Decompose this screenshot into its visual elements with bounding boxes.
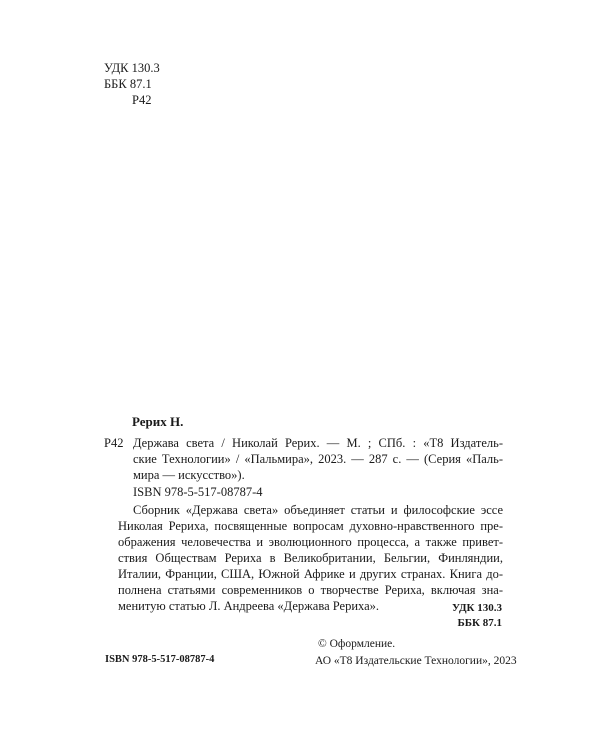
copyright-publisher: АО «Т8 Издательские Технологии», 2023: [315, 655, 517, 667]
bib-line: Держава света / Николай Рерих. — М. ; СПб. : «Т8 Издатель-: [133, 436, 503, 450]
copyright-design: © Оформление.: [318, 638, 396, 650]
annotation-line: менитую статью Л. Андреева «Держава Рериха».: [118, 599, 380, 613]
annotation-line: Италии, Франции, США, Южной Африке и других странах. Книга до-: [118, 567, 503, 581]
udk-code: УДК 130.3: [104, 61, 160, 75]
annotation-line: полнена статьями современников о творчестве Рериха, включая зна-: [118, 583, 503, 597]
bib-line: ские Технологии» / «Пальмира», 2023. — 287 с. — (Серия «Паль-: [133, 452, 503, 466]
udk-code-bottom: УДК 130.3: [451, 602, 502, 614]
bib-line: мира — искусство»).: [133, 468, 245, 482]
annotation-line: ствия Обществам Рериха в Великобритании, Бельгии, Финляндии,: [118, 551, 503, 565]
card-isbn: ISBN 978-5-517-08787-4: [133, 485, 263, 499]
bbk-code: ББК 87.1: [104, 77, 152, 91]
card-author-mark: Р42: [104, 436, 124, 450]
copyright-notice: [315, 636, 517, 670]
bbk-code-bottom: ББК 87.1: [457, 617, 502, 629]
bibliographic-description: [133, 435, 503, 483]
author-mark: Р42: [132, 93, 152, 107]
annotation-line: Николая Рериха, посвященные вопросам духовно-нравственного пре-: [118, 519, 503, 533]
annotation-line: ображения человечества и эволюционного процесса, а также привет-: [118, 535, 503, 549]
annotation-line: Сборник «Держава света» объединяет статьи и философские эссе: [133, 503, 503, 517]
isbn-footer: ISBN 978-5-517-08787-4: [105, 654, 215, 665]
card-author: Рерих Н.: [132, 414, 184, 429]
annotation: [118, 502, 503, 614]
classification-block-bottom: [452, 601, 502, 631]
classification-block-top: [104, 60, 160, 108]
